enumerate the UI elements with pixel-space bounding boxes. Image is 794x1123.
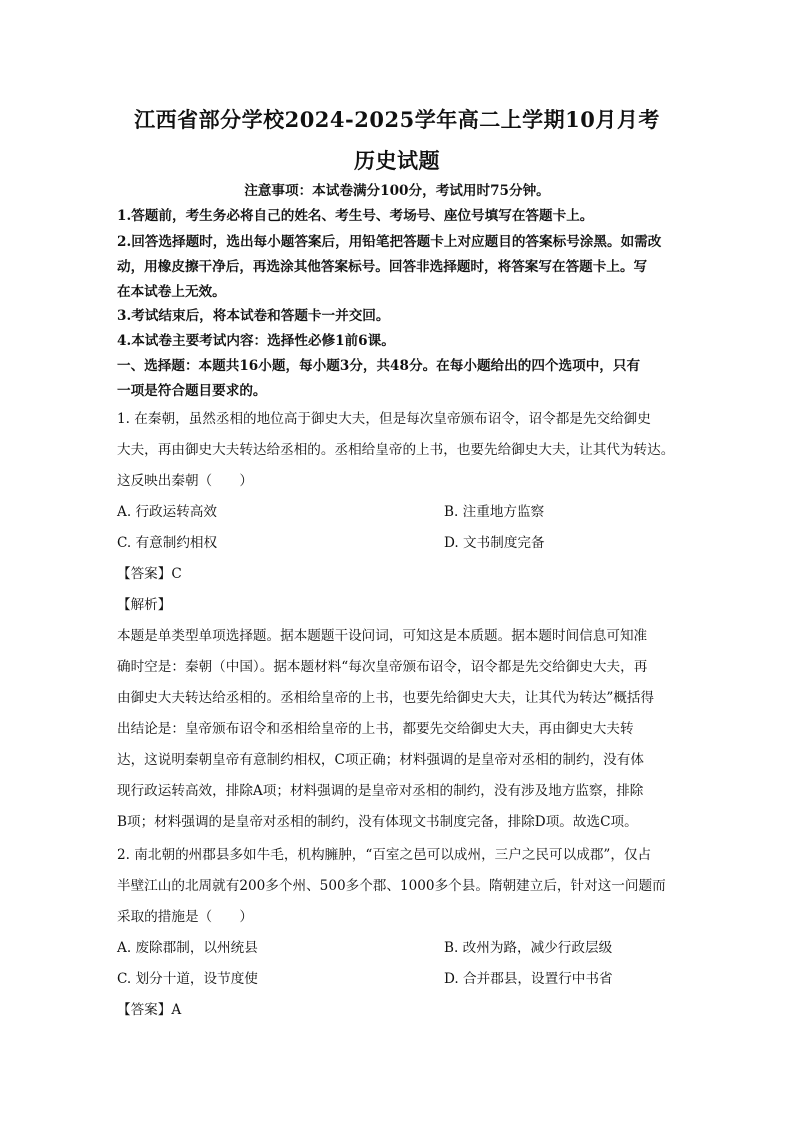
page-title: 江西省部分学校2024-2025学年高二上学期10月月考 [134, 107, 660, 132]
question-1-stem: 1. 在秦朝，虽然丞相的地位高于御史大夫，但是每次皇帝颁布诏令，诏令都是先交给御史 [117, 411, 651, 427]
instruction-line: 2.回答选择题时，选出每小题答案后，用铅笔把答题卡上对应题目的答案标号涂黑。如需改 [117, 234, 662, 250]
question-2-stem: 采取的措施是（ ） [117, 909, 253, 925]
q1-analysis-line: 现行政运转高效，排除A项；材料强调的是皇帝对丞相的制约，没有涉及地方监察，排除 [117, 783, 644, 799]
q1-option-c: C. 有意制约相权 [117, 535, 218, 551]
q2-answer: 【答案】A [117, 1002, 182, 1018]
section-heading: 一项是符合题目要求的。 [117, 383, 267, 399]
q1-analysis-line: 达，这说明秦朝皇帝有意制约相权，C项正确；材料强调的是皇帝对丞相的制约，没有体 [117, 752, 644, 768]
q1-option-a: A. 行政运转高效 [117, 504, 218, 520]
q1-analysis-label: 【解析】 [117, 597, 172, 613]
q1-analysis-line: 由御史大夫转达给丞相的。丞相给皇帝的上书，也要先给御史大夫，让其代为转达”概括得 [117, 690, 655, 706]
notice: 注意事项：本试卷满分100分，考试用时75分钟。 [244, 183, 550, 199]
section-heading: 一、选择题：本题共16小题，每小题3分，共48分。在每小题给出的四个选项中，只有 [117, 358, 641, 374]
q1-answer: 【答案】C [117, 566, 182, 582]
q1-analysis-line: 出结论是：皇帝颁布诏令和丞相给皇帝的上书，都要先交给御史大夫，再由御史大夫转 [117, 721, 634, 737]
page-subtitle: 历史试题 [354, 148, 440, 173]
q1-analysis-line: 本题是单类型单项选择题。据本题题干设问词，可知这是本质题。据本题时间信息可知准 [117, 628, 648, 644]
instruction-line: 1.答题前，考生务必将自己的姓名、考生号、考场号、座位号填写在答题卡上。 [117, 208, 594, 224]
q2-option-a: A. 废除郡制，以州统县 [117, 940, 258, 956]
q2-option-b: B. 改州为路，减少行政层级 [444, 940, 613, 956]
q1-option-b: B. 注重地方监察 [444, 504, 545, 520]
q1-analysis-line: 确时空是：秦朝（中国）。据本题材料“每次皇帝颁布诏令，诏令都是先交给御史大夫，再 [117, 659, 648, 675]
instruction-line: 3.考试结束后，将本试卷和答题卡一并交回。 [117, 308, 390, 324]
instruction-line: 动，用橡皮擦干净后，再选涂其他答案标号。回答非选择题时，将答案写在答题卡上。写 [117, 259, 648, 275]
question-2-stem: 半壁江山的北周就有200多个州、500多个郡、1000多个县。隋朝建立后，针对这一问题而 [117, 878, 666, 894]
q1-option-d: D. 文书制度完备 [444, 535, 545, 551]
q2-option-c: C. 划分十道，设节度使 [117, 971, 258, 987]
question-2-stem: 2. 南北朝的州郡县多如牛毛，机构臃肿，“百室之邑可以成州，三户之民可以成郡”，仅占 [117, 847, 652, 863]
q1-analysis-line: B项；材料强调的是皇帝对丞相的制约，没有体现文书制度完备，排除D项。故选C项。 [117, 814, 638, 830]
question-1-stem: 大夫，再由御史大夫转达给丞相的。丞相给皇帝的上书，也要先给御史大夫，让其代为转达。 [117, 442, 675, 458]
instruction-line: 在本试卷上无效。 [117, 284, 226, 300]
q2-option-d: D. 合并郡县，设置行中书省 [444, 971, 613, 987]
instruction-line: 4.本试卷主要考试内容：选择性必修1前6课。 [117, 333, 395, 349]
question-1-stem: 这反映出秦朝（ ） [117, 473, 253, 489]
